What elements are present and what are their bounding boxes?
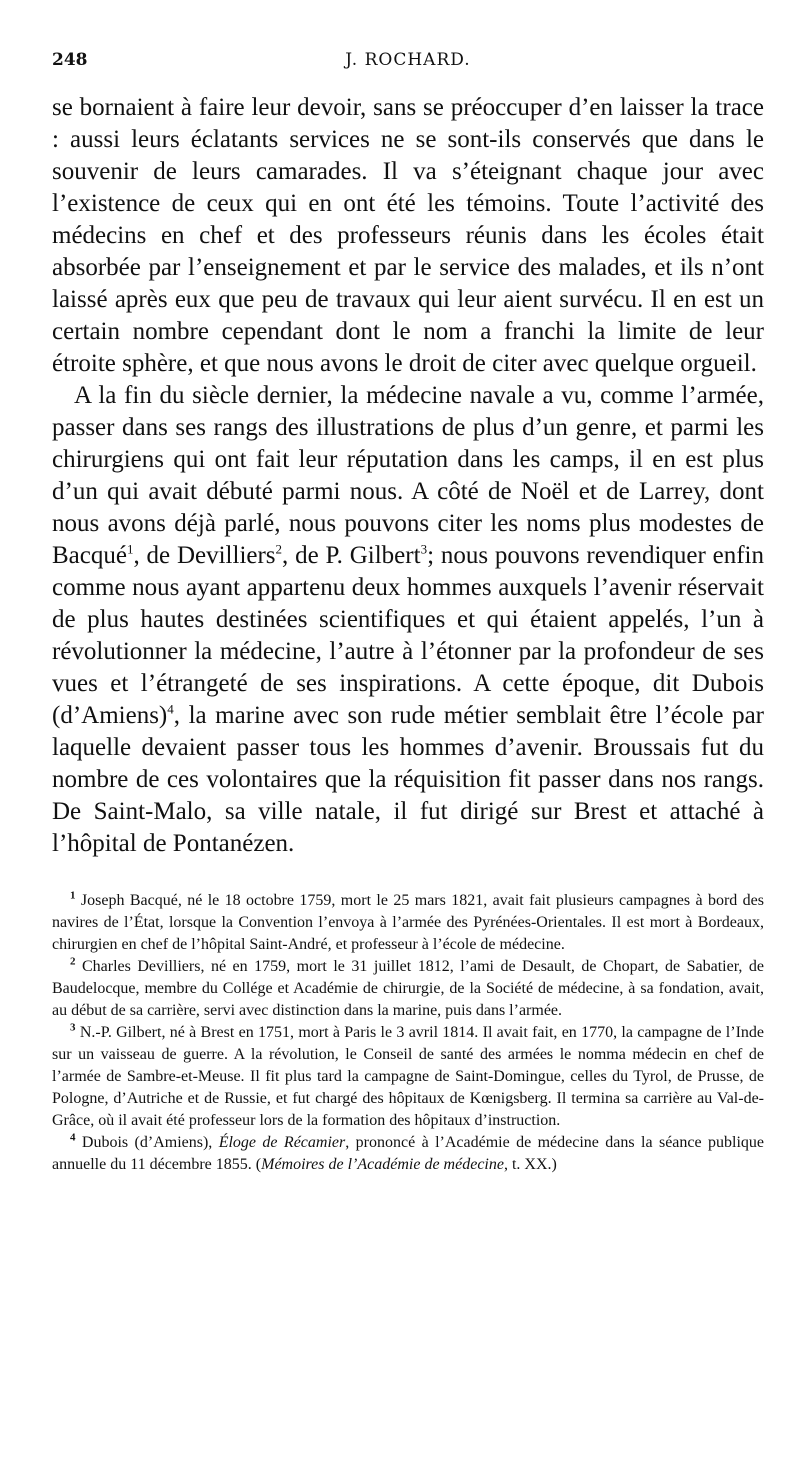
paragraph-2-part-d: ; nous pouvons revendiquer enfin comme nous ayant appartenu deux hommes auxquels l’avenir réservait de plus hautes destinées scientifiques et qui étaient appelés, l’un à révolutionner la médecine, l’autre à l’étonner par la profondeur de ses vues et l’étrangeté de ses inspirations. A cette époque, dit Dubois (d’Amiens)	[52, 542, 765, 729]
footnote-4-title: Éloge de Récamier	[218, 1134, 346, 1151]
page-number: 248	[52, 50, 88, 70]
footnote-ref-1: 1	[126, 541, 134, 557]
running-head	[52, 50, 764, 80]
footnote-4	[52, 1132, 764, 1176]
footnote-1-mark: 1	[70, 889, 76, 902]
footnote-1	[52, 890, 764, 956]
footnote-3-mark: 3	[70, 1021, 76, 1034]
footnote-ref-3: 3	[420, 541, 428, 557]
running-title: J. ROCHARD.	[345, 50, 471, 70]
paragraph-2-part-e: , la marine avec son rude métier semblait être l’école par laquelle devaient passer tous les hommes d’avenir. Broussais fut du nombre de ces volontaires que la réquisition fit passer dans nos rangs. De Saint-Malo, sa ville natale, il fut dirigé sur Brest et attaché à l’hôpital de Pontanézen.	[52, 702, 764, 857]
page	[52, 50, 764, 1176]
paragraph-2	[52, 380, 764, 860]
footnote-2-text: Charles Devilliers, né en 1759, mort le 31 juillet 1812, l’ami de Desault, de Chopart, de Sabatier, de Baudelocque, membre du Collége et Académie de chirurgie, de la Société de médecine, à sa fondation, avait, au début de sa carrière, servi avec distinction dans la marine, puis dans l’armée.	[52, 958, 765, 1019]
footnote-ref-2: 2	[275, 541, 283, 557]
footnote-4-journal: Mémoires de l’Académie de médecine	[261, 1156, 504, 1173]
footnote-3	[52, 1022, 764, 1132]
footnote-4-detail: , prononcé à l’Académie de médecine dans la séance publique annuelle du 11 décembre 1855. (	[52, 1134, 765, 1173]
footnote-3-text: N.-P. Gilbert, né à Brest en 1751, mort à Paris le 3 avril 1814. Il avait fait, en 1770, la campagne de l’Inde sur un vaisseau de guerre. A la révolution, le Conseil de santé des armées le nomma médecin en chef de l’armée de Sambre-et-Meuse. Il fit plus tard la campagne de Saint-Domingue, celles du Tyrol, de Prusse, de Pologne, d’Autriche et de Russie, et fut chargé des hôpitaux de Kœnigsberg. Il termina sa carrière au Val-de-Grâce, où il avait été professeur lors de la formation des hôpitaux d’instruction.	[52, 1024, 765, 1129]
footnote-4-volume: , t. XX.)	[503, 1156, 557, 1173]
footnote-4-mark: 4	[70, 1131, 76, 1144]
paragraph-2-part-c: , de P. Gilbert	[282, 542, 421, 569]
footnote-ref-4: 4	[167, 701, 174, 717]
footnote-2	[52, 956, 764, 1022]
footnotes	[52, 890, 764, 1176]
paragraph-2-part-a: A la fin du siècle dernier, la médecine navale a vu, comme l’armée, passer dans ses rangs des illustrations de plus d’un genre, et parmi les chirurgiens qui ont fait leur réputation dans les camps, il en est plus d’un qui avait débuté parmi nous. A côté de Noël et de Larrey, dont nous avons déjà parlé, nous pouvons citer les noms plus modestes de Bacqué	[52, 382, 764, 569]
footnote-2-mark: 2	[70, 955, 76, 968]
paragraph-2-part-b: , de Devilliers	[133, 542, 276, 569]
footnote-1-text: Joseph Bacqué, né le 18 octobre 1759, mort le 25 mars 1821, avait fait plusieurs campagnes à bord des navires de l’État, lorsque la Convention l’envoya à l’armée des Pyrénées-Orientales. Il est mort à Bordeaux, chirurgien en chef de l’hôpital Saint-André, et professeur à l’école de médecine.	[52, 892, 765, 953]
footnote-4-author: Dubois (d’Amiens),	[81, 1134, 219, 1151]
main-text	[52, 92, 764, 860]
paragraph-1: se bornaient à faire leur devoir, sans se préoccuper d’en laisser la trace : aussi leurs éclatants services ne se sont-ils conservés que dans le souvenir de leurs camarades. Il va s’éteignant chaque jour avec l’existence de ceux qui en ont été les témoins. Toute l’activité des médecins en chef et des professeurs réunis dans les écoles était absorbée par l’enseignement et par le service des malades, et ils n’ont laissé après eux que peu de travaux qui leur aient survécu. Il en est un certain nombre cependant dont le nom a franchi la limite de leur étroite sphère, et que nous avons le droit de citer avec quelque orgueil.	[52, 94, 764, 377]
